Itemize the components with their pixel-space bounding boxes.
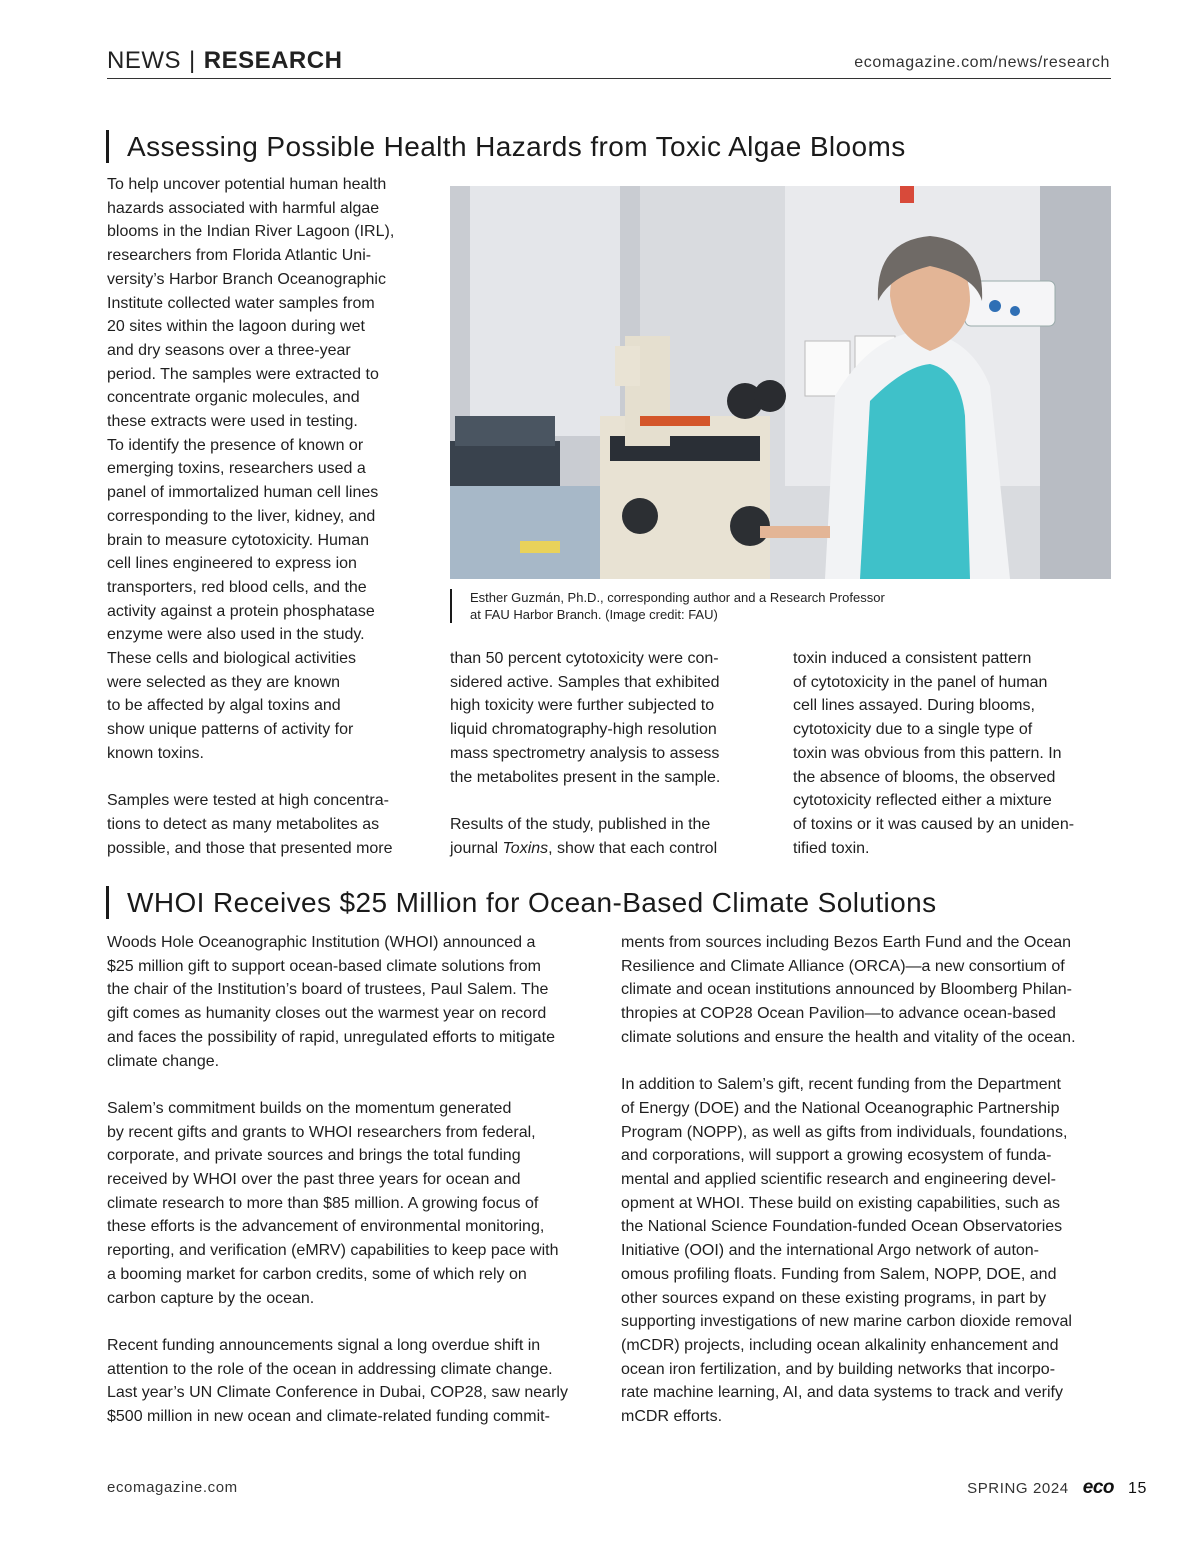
article2-column-2: ments from sources including Bezos Earth Fund and the Ocean Resilience and Climate Alliance (ORCA)—a new consortium of climate and ocean institutions announced by Bloomberg Philan- thropies at COP28 Ocean Pavilion—to advance ocean-based climate solutions and ensure the health and vitality of the ocean. In addition to Salem’s gift, recent funding from the Department of Energy (DOE) and the National Oceanographic Partnership Program (NOPP), as well as gifts from individuals, foundations, and corporations, will support a growing ecosystem of funda- mental and applied scientific research and engineering devel- opment at WHOI. These build on existing capabilities, such as the National Science Foundation-funded Ocean Observatories Initiative (OOI) and the international Argo network of auton- omous profiling floats. Funding from Salem, NOPP, DOE, and other sources expand on these existing programs, in part by supporting investigations of new marine carbon dioxide removal (mCDR) projects, including ocean alkalinity enhancement and ocean iron fertilization, and by building networks that incorpo- rate machine learning, AI, and data systems to track and verify mCDR efforts.	[621, 934, 1076, 1426]
article1-title: Assessing Possible Health Hazards from Toxic Algae Blooms	[106, 130, 906, 163]
footer-site[interactable]: ecomagazine.com	[107, 1479, 238, 1496]
header-url[interactable]: ecomagazine.com/news/research	[854, 54, 1110, 71]
article1-col2-text-a: than 50 percent cytotoxicity were con- sidered active. Samples that exhibited high toxicity were further subjected to liquid chromatography-high resolution mass spectrometry analysis to assess the metabolites present in the sample. Results of the study, published in the journal	[450, 650, 721, 857]
header-separator: |	[189, 47, 196, 74]
article1-col2-text-b: , show that each control	[548, 839, 718, 857]
article1-photo-caption: Esther Guzmán, Ph.D., corresponding author and a Research Professor at FAU Harbor Branch. (Image credit: FAU)	[450, 589, 890, 623]
article1-column-3: toxin induced a consistent pattern of cytotoxicity in the panel of human cell lines assayed. During blooms, cytotoxicity due to a single type of toxin was obvious from this pattern. In the absence of blooms, the observed cytotoxicity reflected either a mixture of toxins or it was caused by an uniden- tified toxin.	[793, 650, 1075, 857]
article2-title: WHOI Receives $25 Million for Ocean-Based Climate Solutions	[106, 886, 936, 919]
section-header	[107, 47, 342, 75]
lab-scientist-image	[450, 186, 1111, 579]
issue-label: SPRING 2024	[967, 1480, 1069, 1497]
article1-column-1: To help uncover potential human health hazards associated with harmful algae blooms in the Indian River Lagoon (IRL), researchers from Florida Atlantic Uni- versity’s Harbor Branch Oceanographic Institute collected water samples from 20 sites within the lagoon during wet and dry seasons over a three-year period. The samples were extracted to concentrate organic molecules, and these extracts were used in testing. To identify the presence of known or emerging toxins, researchers used a panel of immortalized human cell lines corresponding to the liver, kidney, and brain to measure cytotoxicity. Human cell lines engineered to express ion transporters, red blood cells, and the activity against a protein phosphatase enzyme were also used in the study. These cells and biological activities were selected as they are known to be affected by algal toxins and show unique patterns of activity for known toxins. Samples were tested at high concentra- tions to detect as many metabolites as possible, and those that presented more	[107, 176, 395, 857]
eco-logo: eco	[1082, 1477, 1114, 1498]
page-number: 15	[1128, 1480, 1147, 1497]
article1-photo	[450, 186, 1111, 579]
subsection-name: RESEARCH	[203, 47, 343, 74]
article1-column-2	[450, 647, 770, 860]
footer-issue-info	[967, 1477, 1147, 1499]
section-name: NEWS	[107, 47, 181, 74]
journal-name: Toxins	[502, 839, 549, 857]
header-divider	[107, 78, 1111, 79]
article2-column-1: Woods Hole Oceanographic Institution (WHOI) announced a $25 million gift to support ocean-based climate solutions from the chair of the Institution’s board of trustees, Paul Salem. The gift comes as humanity closes out the warmest year on record and faces the possibility of rapid, unregulated efforts to mitigate climate change. Salem’s commitment builds on the momentum generated by recent gifts and grants to WHOI researchers from federal, corporate, and private sources and brings the total funding received by WHOI over the past three years for ocean and climate research to more than $85 million. A growing focus of these efforts is the advancement of environmental monitoring, reporting, and verification (eMRV) capabilities to keep pace with a booming market for carbon credits, some of which rely on carbon capture by the ocean. Recent funding announcements signal a long overdue shift in attention to the role of the ocean in addressing climate change. Last year’s UN Climate Conference in Dubai, COP28, saw nearly $500 million in new ocean and climate-related funding commit-	[107, 934, 568, 1426]
